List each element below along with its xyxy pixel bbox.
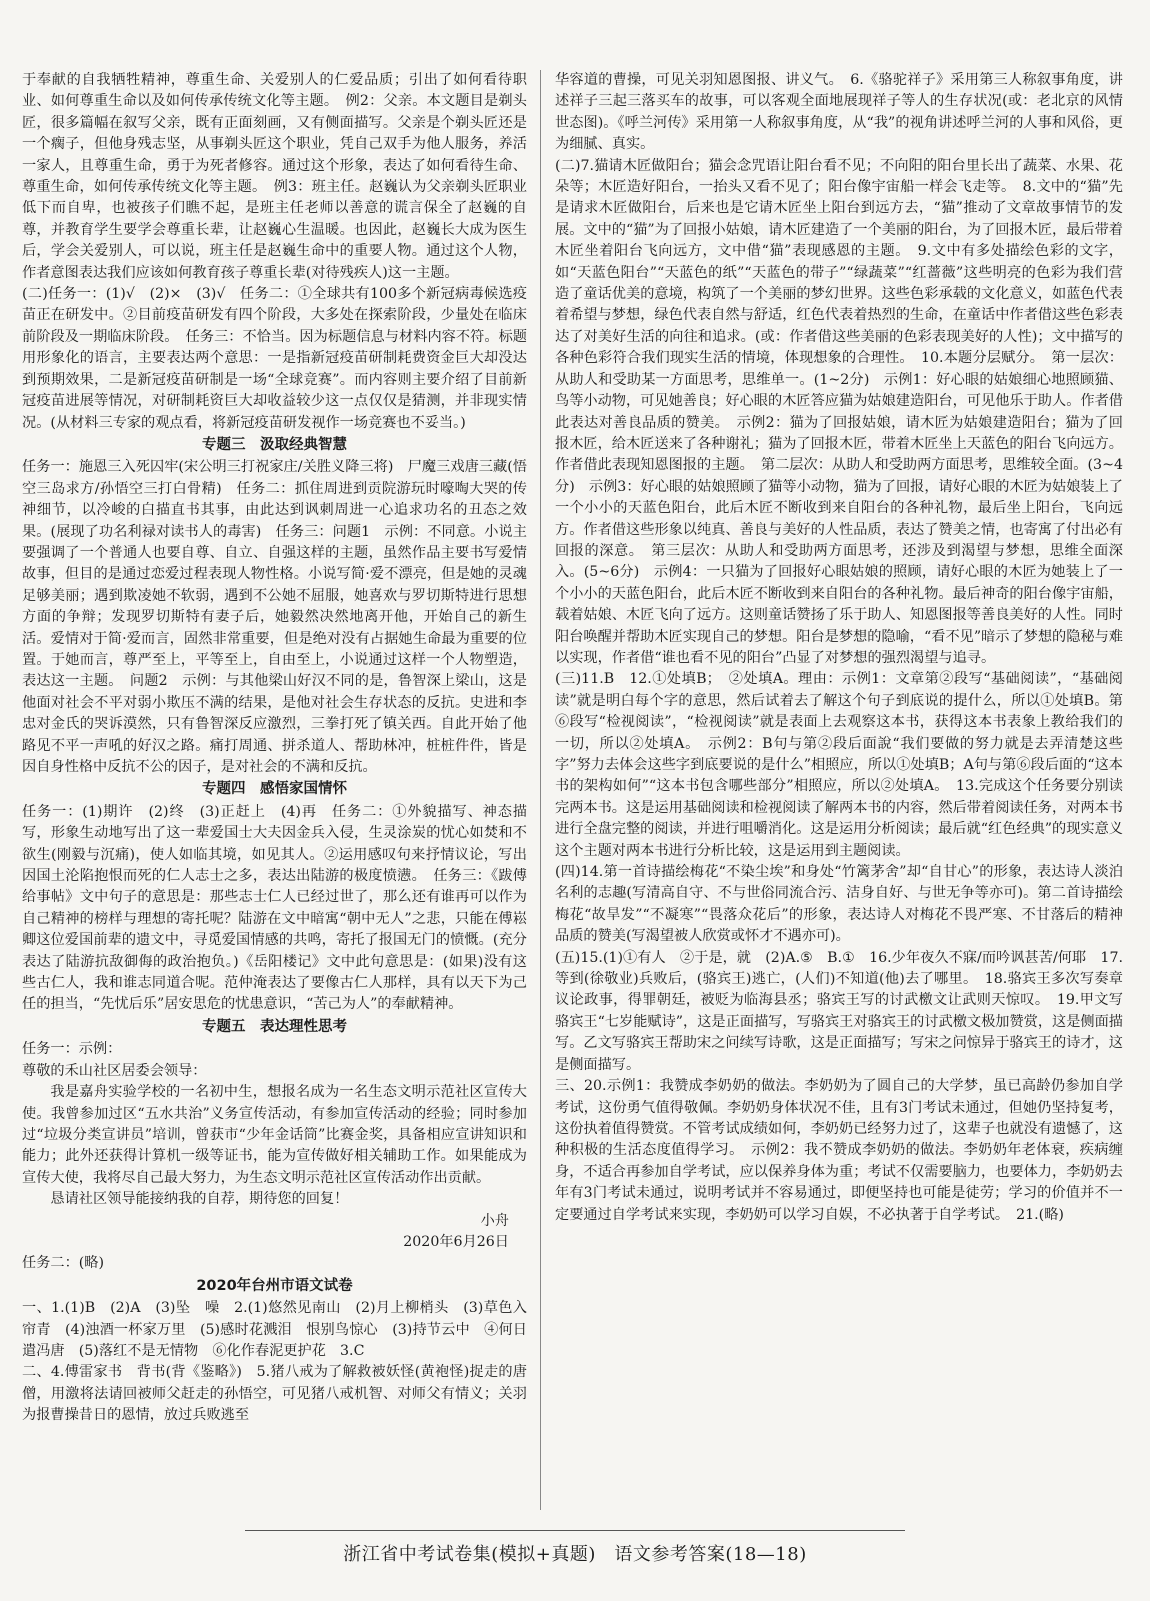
paragraph: (五)15.(1)①有人 ②于是，就 (2)A.⑤ B.① 16.少年夜久不寐/而吟讽甚苦/何耶 17.等到(徐敬业)兵败后，(骆宾王)逃亡，(人们)不知道(他)去了哪里。 18.骆宾王多次写奏章议论政事，得罪朝廷，被贬为临海县丞；骆宾王写的讨武檄文让武则天惊叹。 19.甲文写骆宾王“七岁能赋诗”，这是正面描写，写骆宾王对骆宾王的讨武檄文极加赞赏，这是侧面描写。乙文写骆宾王帮助宋之问续写诗歌，这是正面描写；写宋之问惊异于骆宾王的诗才，这是侧面描写。 [555,949,1123,1073]
section-heading: 专题三 汲取经典智慧 [202,436,347,453]
paragraph: 二、4.傅雷家书 背书(背《鉴略》) 5.猪八戒为了解救被妖怪(黄袍怪)捉走的唐僧，用激将法请回被师父赶走的孙悟空，可见猪八戒机智、对师父有情义；关羽为报曹操昔日的恩情，放过兵败逃至 [22,1364,527,1424]
left-column [22,70,527,1427]
letter-greeting: 尊敬的禾山社区居委会领导： [22,1062,207,1079]
paragraph: 任务一：示例： [22,1041,122,1058]
section-heading: 专题五 表达理性思考 [202,1018,347,1035]
paragraph: (二)7.猫请木匠做阳台；猫会念咒语让阳台看不见；不向阳的阳台里长出了蔬菜、水果、花朵等；木匠造好阳台，一抬头又看不见了；阳台像宇宙船一样会飞走等。 8.文中的“猫”先是请求木匠做阳台，后来也是它请木匠坐上阳台到远方去，“猫”推动了文章故事情节的发展。文中的“猫”为了回报小姑娘，请木匠建造了一个美丽的阳台，为了回报木匠，最后带着木匠坐着阳台飞向远方，文中借“猫”表现感恩的主题。 9.文中有多处描绘色彩的文字，如“天蓝色阳台”“天蓝色的纸”“天蓝色的带子”“绿蔬菜”“红蔷薇”这些明亮的色彩为我们营造了童话优美的意境，构筑了一个美丽的梦幻世界。这些色彩承载的文化意义，如蓝色代表着希望与梦想，绿色代表自然与舒适，红色代表着热烈的生命，在童话中作者借这些色彩表达了对美好生活的向往和追求。(或：作者借这些美丽的色彩表现美好的人性)；文中描写的各种色彩符合我们现实生活的情境，体现想象的合理性。 10.本题分层赋分。 第一层次：从助人和受助某一方面思考，思维单一。(1~2分) 示例1：好心眼的姑娘细心地照顾猫、鸟等小动物，可见她善良；好心眼的木匠答应猫为姑娘建造阳台，可见他乐于助人。作者借此表达对善良品质的赞美。 示例2：猫为了回报姑娘，请木匠为姑娘建造阳台；猫为了回报木匠，给木匠送来了各种谢礼；猫为了回报木匠，带着木匠坐上天蓝色的阳台飞向远方。作者借此表现知恩图报的主题。 第二层次：从助人和受助两方面思考，思维较全面。(3~4分) 示例3：好心眼的姑娘照顾了猫等小动物，猫为了回报，请好心眼的木匠为姑娘装上了一个小小的天蓝色阳台，此后木匠不断收到来自阳台的各种礼物，最后坐上阳台，飞向远方。作者借这些形象以纯真、善良与美好的人性品质，表达了赞美之情，也寄寓了付出必有回报的深意。 第三层次：从助人和受助两方面思考，还涉及到渴望与梦想，思维全面深入。(5~6分) 示例4：一只猫为了回报好心眼姑娘的照顾，请好心眼的木匠为她装上了一个小小的天蓝色阳台，此后木匠不断收到来自阳台的各种礼物。最后神奇的阳台像宇宙船，载着姑娘、木匠飞向了远方。这则童话赞扬了乐于助人、知恩图报等善良美好的人性。同时阳台唤醒并帮助木匠实现自己的梦想。阳台是梦想的隐喻，“看不见”暗示了梦想的隐秘与难以实现，作者借“谁也看不见的阳台”凸显了对梦想的强烈渴望与追寻。 [555,157,1123,666]
paragraph: (二)任务一：(1)√ (2)× (3)√ 任务二：①全球共有100多个新冠病毒候选疫苗正在研发中。②目前疫苗研发有四个阶段，大多处在探索阶段，少量处在临床前阶段及一期临床阶段。 任务三：不恰当。因为标题信息与材料内容不符。标题用形象化的语言，主要表达两个意思：一是指新冠疫苗研制耗费资金巨大却没达到预期效果，二是新冠疫苗研制是一场“全球竞赛”。而内容则主要介绍了目前新冠疫苗进展等情况，对研制耗资巨大却收益较少这一点仅仅是猜测，并非现实情况。(从材料三专家的观点看，将新冠疫苗研发视作一场竞赛也不妥当。) [22,286,527,431]
paragraph: 一、1.(1)B (2)A (3)坠 噪 2.(1)悠然见南山 (2)月上柳梢头 (3)草色入帘青 (4)浊酒一杯家万里 (5)感时花溅泪 恨别鸟惊心 (3)持节云中 ④何日遣冯唐 (5)落红不是无情物 ⑥化作春泥更护花 3.C [22,1300,527,1359]
letter-signature: 小舟 [480,1212,509,1229]
section-heading: 专题四 感悟家国情怀 [202,781,347,798]
paragraph: (四)14.第一首诗描绘梅花“不染尘埃”和身处“竹篱茅舍”却“自甘心”的形象，表达诗人淡泊名利的志趣(写清高自守、不与世俗同流合污、洁身自好、与世无争等亦可)。第二首诗描绘梅花“故旱发”“不凝寒”“畏落众花后”的形象，表达诗人对梅花不畏严寒、不甘落后的精神品质的赞美(写渴望被人欣赏或怀才不遇亦可)。 [555,864,1123,945]
paragraph: 于奉献的自我牺牲精神，尊重生命、关爱别人的仁爱品质；引出了如何看待职业、如何尊重生命以及如何传承传统文化等主题。 例2：父亲。本文题目是剃头匠，很多篇幅在叙写父亲，既有正面刻画，又有侧面描写。父亲是个剃头匠还是一个瘸子，但他身残志坚，从事剃头匠这个职业，凭自己双手为他人服务，养活一家人，且尊重生命，勇于为死者修容。通过这个形象，表达了如何看待生命、尊重生命，如何传承传统文化等主题。 例3：班主任。赵巍认为父亲剃头匠职业低下而自卑，也被孩子们瞧不起，是班主任老师以善意的谎言保全了赵巍的自尊，并教育学生要学会尊重长辈，让赵巍心生温暖。也因此，赵巍长大成为医生后，学会关爱别人，可以说，班主任是赵巍生命中的重要人物。通过这个人物，作者意图表达我们应该如何教育孩子尊重长辈(对待残疾人)这一主题。 [22,72,527,281]
paragraph: 任务二：(略) [22,1255,105,1272]
column-divider [540,70,541,1510]
letter-body: 恳请社区领导能接纳我的自荐，期待您的回复！ [50,1191,349,1208]
letter-date: 2020年6月26日 [403,1233,509,1250]
paragraph: 华容道的曹操，可见关羽知恩图报、讲义气。 6.《骆驼祥子》采用第三人称叙事角度，讲述祥子三起三落买车的故事，可以客观全面地展现祥子等人的生存状况(或：老北京的风情世态图)。《呼兰河传》采用第一人称叙事角度，从“我”的视角讲述呼兰河的人事和风俗，更为细腻、真实。 [555,72,1123,153]
paragraph: 任务一：施恩三入死囚牢(宋公明三打祝家庄/关胜义降三将) 尸魔三戏唐三藏(悟空三岛求方/孙悟空三打白骨精) 任务二：抓住周进到贡院游玩时嚎啕大哭的传神细节，以冷峻的白描直书其事，由此达到讽刺周进一心追求功名的丑态之效果。(展现了功名利禄对读书人的毒害) 任务三：问题1 示例：不同意。小说主要强调了一个普通人也要自尊、自立、自强这样的主题，虽然作品主要书写爱情故事，但目的是通过恋爱过程表现人物性格。小说写简·爱不漂亮，但是她的灵魂足够美丽；遇到欺凌她不软弱，遇到不公她不屈服，她喜欢与罗切斯特进行思想方面的争辩；发现罗切斯特有妻子后，她毅然决然地离开他，开始自己的新生活。爱情对于简·爱而言，固然非常重要，但是绝对没有占据她生命最为重要的位置。于她而言，尊严至上，平等至上，自由至上，小说通过这样一个人物塑造，表达这一主题。 问题2 示例：与其他梁山好汉不同的是，鲁智深上梁山，这是他面对社会不平对弱小欺压不满的结果，是他对社会生存状态的反抗。史进和李忠对金氏的哭诉漠然，只有鲁智深反应激烈，三拳打死了镇关西。自此开始了他路见不平一声吼的好汉之路。痛打周通、拼杀道人、帮助林冲，桩桩件件，皆是因自身性格中反抗不公的因子，是对社会的不满和反抗。 [22,459,527,775]
footer-rule [245,1530,905,1531]
paragraph: 三、20.示例1：我赞成李奶奶的做法。李奶奶为了圆自己的大学梦，虽已高龄仍参加自学考试，这份勇气值得敬佩。李奶奶身体状况不佳，且有3门考试未通过，但她仍坚持复考，这份执着值得赞赏。不管考试成绩如何，李奶奶已经努力过了，这辈子也就没有遗憾了，这种积极的生活态度值得学习。 示例2：我不赞成李奶奶的做法。李奶奶年老体衰，疾病缠身，不适合再参加自学考试，应以保养身体为重；考试不仅需要脑力，也要体力，李奶奶去年有3门考试未通过，说明考试并不容易通过，即便坚持也可能是徒劳；学习的价值并不一定要通过自学考试来实现，李奶奶可以学习自娱，不必执著于自学考试。 21.(略) [555,1078,1123,1223]
section-heading: 2020年台州市语文试卷 [196,1277,353,1294]
paragraph: 任务一：(1)期许 (2)终 (3)正赶上 (4)再 任务二：①外貌描写、神态描写，形象生动地写出了这一辈爱国士大夫因金兵入侵，生灵涂炭的忧心如焚和不欲生(刚毅与沉痛)，使人如临其境，如见其人。②运用感叹句来抒情议论，写出因国土沦陷抱恨而死的仁人志士之多，表达出陆游的极度愤懑。 任务三：《跋傅给事帖》文中句子的意思是：那些志士仁人已经过世了，那么还有谁再可以作为自己精神的榜样与理想的寄托呢？陆游在文中暗寓“朝中无人”之悲，只能在傅崧卿这位爱国前辈的遗文中，寻觅爱国情感的共鸣，寄托了报国无门的愤慨。(充分表达了陆游抗敌御侮的政治抱负。)《岳阳楼记》文中此句意思是：(如果)没有这些古仁人，我和谁志同道合呢。范仲淹表达了要像古仁人那样，具有以天下为己任的担当，“先忧后乐”居安思危的忧患意识，“苦己为人”的奉献精神。 [22,803,527,1013]
paragraph: (三)11.B 12.①处填B； ②处填A。理由：示例1：文章第②段写“基础阅读”，“基础阅读”就是明白每个字的意思，然后试着去了解这个句子到底说的提什么，所以①处填B。第⑥段写“检视阅读”，“检视阅读”就是表面上去观察这本书，获得这本书表象上教给我们的一切，所以②处填A。 示例2：B句与第②段后面說“我们要做的努力就是去弄清楚这些字”努力去体会这些字到底要说的是什么”相照应，所以①处填B；A句与第⑥段后面的“这本书的架构如何”“这本书包含哪些部分”相照应，所以②处填A。 13.完成这个任务要分别读完两本书。这是运用基础阅读和检视阅读了解两本书的内容，然后带着阅读任务，对两本书进行全盘完整的阅读，并进行咀嚼消化。这是运用分析阅读；最后就“红色经典”的现实意义这个主题对两本书进行分析比较，这是运用到主题阅读。 [555,671,1123,859]
letter-body: 我是嘉舟实验学校的一名初中生，想报名成为一名生态文明示范社区宣传大使。我曾参加过区“五水共治”义务宣传活动，有参加宣传活动的经验；同时参加过“垃圾分类宣讲员”培训，曾获市“少年金话筒”比赛金奖，具备相应宣讲知识和能力；此外还获得计算机一级等证书，能为宣传做好相关辅助工作。如果能成为宣传大使，我将尽自己最大努力，为生态文明示范社区宣传活动作出贡献。 [22,1084,527,1186]
page-footer: 浙江省中考试卷集(模拟+真题) 语文参考答案(18—18) [343,1544,807,1565]
sample-letter [22,1061,527,1254]
right-column [555,70,1123,1226]
